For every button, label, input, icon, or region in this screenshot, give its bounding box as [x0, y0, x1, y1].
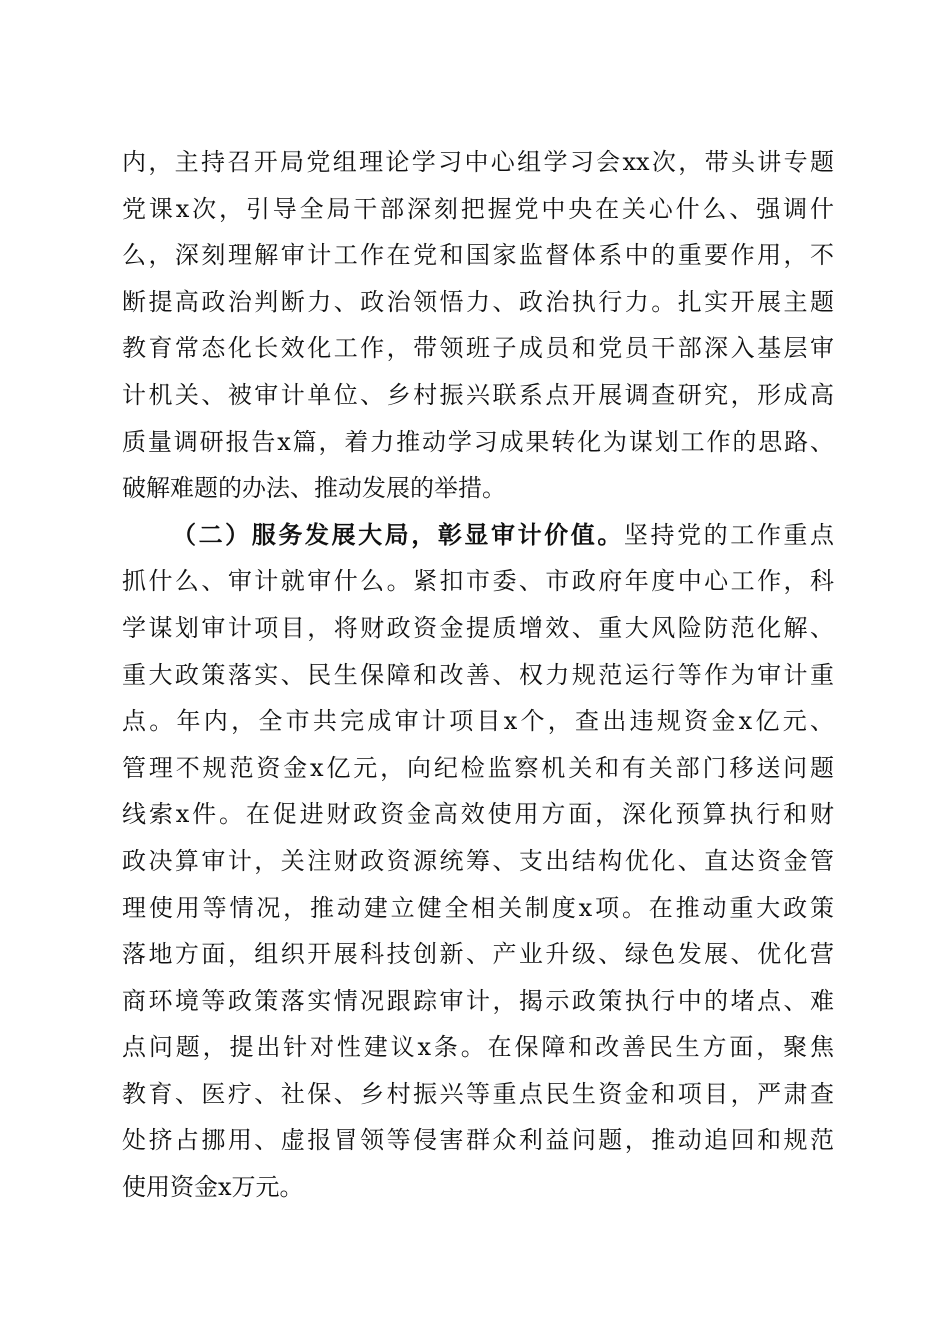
text-line: 么，深刻理解审计工作在党和国家监督体系中的重要作用，不: [122, 241, 834, 270]
text-line: 点。年内，全市共完成审计项目x个，查出违规资金x亿元、: [122, 707, 834, 736]
text-line: 党课x次，引导全局干部深刻把握党中央在关心什么、强调什: [122, 194, 834, 223]
text-line: 计机关、被审计单位、乡村振兴联系点开展调查研究，形成高: [122, 380, 834, 409]
text-line: 抓什么、审计就审什么。紧扣市委、市政府年度中心工作，科: [122, 567, 834, 596]
text-line: 学谋划审计项目，将财政资金提质增效、重大风险防范化解、: [122, 613, 834, 642]
text-line: 坚持党的工作重点: [623, 520, 835, 549]
paragraph-2-first-line: [122, 512, 834, 559]
text-line: 理使用等情况，推动建立健全相关制度x项。在推动重大政策: [122, 893, 834, 922]
text-line: 处挤占挪用、虚报冒领等侵害群众利益问题，推动追回和规范: [122, 1126, 834, 1155]
text-line: 落地方面，组织开展科技创新、产业升级、绿色发展、优化营: [122, 940, 834, 969]
text-line: 断提高政治判断力、政治领悟力、政治执行力。扎实开展主题: [122, 287, 834, 316]
text-line: 使用资金x万元。: [122, 1173, 304, 1202]
text-line: 点问题，提出针对性建议x条。在保障和改善民生方面，聚焦: [122, 1033, 834, 1062]
text-line: 教育常态化长效化工作，带领班子成员和党员干部深入基层审: [122, 334, 834, 363]
text-line: 管理不规范资金x亿元，向纪检监察机关和有关部门移送问题: [122, 753, 834, 782]
text-line: 政决算审计，关注财政资源统筹、支出结构优化、直达资金管: [122, 846, 834, 875]
text-line: 教育、医疗、社保、乡村振兴等重点民生资金和项目，严肃查: [122, 1079, 834, 1108]
text-line: 线索x件。在促进财政资金高效使用方面，深化预算执行和财: [122, 800, 834, 829]
text-line: 重大政策落实、民生保障和改善、权力规范运行等作为审计重: [122, 660, 834, 689]
paragraph-2: [122, 512, 834, 1211]
paragraph-1: [122, 139, 834, 512]
document-body: [122, 139, 834, 1211]
text-line: 商环境等政策落实情况跟踪审计，揭示政策执行中的堵点、难: [122, 986, 834, 1015]
text-line: 破解难题的办法、推动发展的举措。: [122, 474, 506, 503]
section-heading: （二）服务发展大局，彰显审计价值。: [172, 519, 624, 549]
text-line: 质量调研报告x篇，着力推动学习成果转化为谋划工作的思路、: [122, 427, 834, 456]
text-line: 内，主持召开局党组理论学习中心组学习会xx次，带头讲专题: [122, 148, 834, 176]
